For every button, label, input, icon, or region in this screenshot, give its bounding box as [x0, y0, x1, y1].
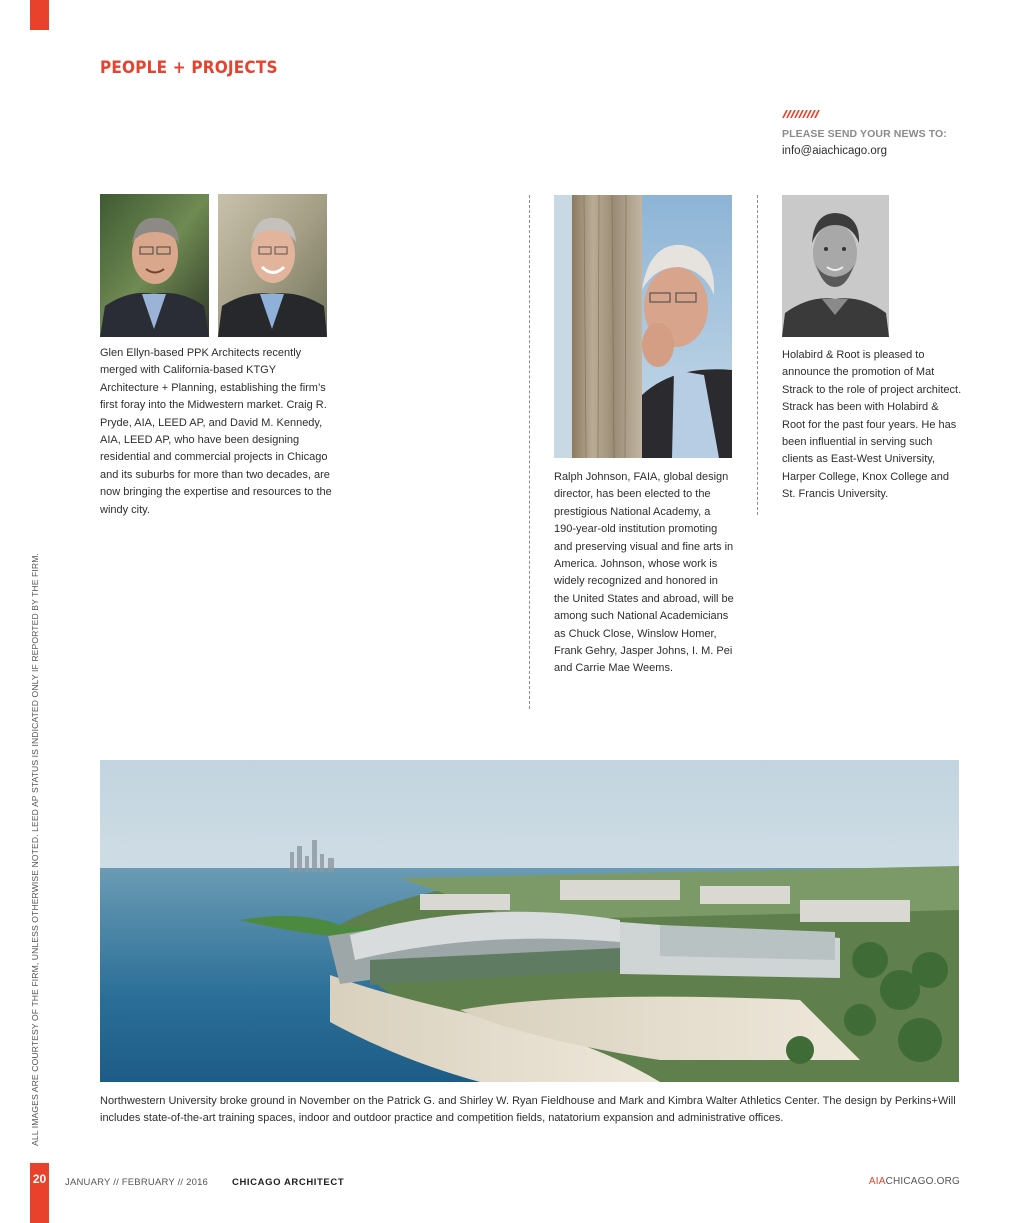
image-credit-note: ALL IMAGES ARE COURTESY OF THE FIRM, UNLESS OTHERWISE NOTED. LEED AP STATUS IS INDICATED ONLY IF REPORTED BY THE FIRM.	[30, 553, 40, 1146]
portrait-mat-strack	[782, 195, 889, 337]
johnson-academy-paragraph: Ralph Johnson, FAIA, global design director, has been elected to the prestigious National Academy, a 190-year-old institution promoting and preserving visual and fine arts in America. Johnson, whose work is widely recognized and honored in the United States and abroad, will be among such National Academicians as Chuck Close, Winslow Homer, Frank Gehry, Jasper Johns, I. M. Pei and Carrie Mae Weems.	[554, 471, 734, 675]
portrait-craig-pryde	[100, 194, 209, 337]
news-submission-label: PLEASE SEND YOUR NEWS TO:	[782, 128, 947, 140]
magazine-name: CHICAGO ARCHITECT	[232, 1177, 345, 1188]
northwestern-athletics-rendering	[100, 760, 959, 1082]
portrait-ralph-johnson	[554, 195, 732, 458]
portrait-david-kennedy	[218, 194, 327, 337]
column-divider-right	[757, 195, 758, 515]
website-link[interactable]	[869, 1176, 960, 1187]
northwestern-caption: Northwestern University broke ground in November on the Patrick G. and Shirley W. Ryan Fieldhouse and Mark and Kimbra Walter Athletics Center. The design by Perkins+Will includes state-of-the-art training spaces, indoor and outdoor practice and competition fields, natatorium expansion and administrative offices.	[100, 1095, 956, 1125]
holabird-promotion-paragraph: Holabird & Root is pleased to announce the promotion of Mat Strack to the role of project architect. Strack has been with Holabird & Root for the past four years. He has been influential in serving such clients as East-West University, Harper College, Knox College and St. Francis University.	[782, 349, 962, 501]
johnson-academy-text	[554, 469, 734, 678]
website-prefix: AIA	[868, 1176, 886, 1187]
column-divider	[529, 195, 530, 709]
top-accent-bar	[30, 0, 49, 30]
holabird-promotion-text	[782, 347, 962, 504]
ppk-merger-text	[100, 345, 332, 519]
page-number: 20	[32, 1172, 47, 1186]
news-email-link[interactable]: info@aiachicago.org	[782, 145, 888, 157]
ppk-merger-paragraph: Glen Ellyn-based PPK Architects recently merged with California-based KTGY Architecture + Planning, establishing the firm’s first foray into the Midwestern market. Craig R. Pryde, AIA, LEED AP, and David M. Kennedy, AIA, LEED AP, who have been designing residential and commercial projects in Chicago and its suburbs for more than two decades, are now bringing the expertise and resources to the windy city.	[100, 347, 332, 516]
slash-ornament-icon	[781, 110, 821, 118]
website-suffix: CHICAGO.ORG	[885, 1176, 960, 1187]
issue-date: JANUARY // FEBRUARY // 2016	[65, 1177, 209, 1188]
section-title: PEOPLE + PROJECTS	[100, 58, 278, 78]
